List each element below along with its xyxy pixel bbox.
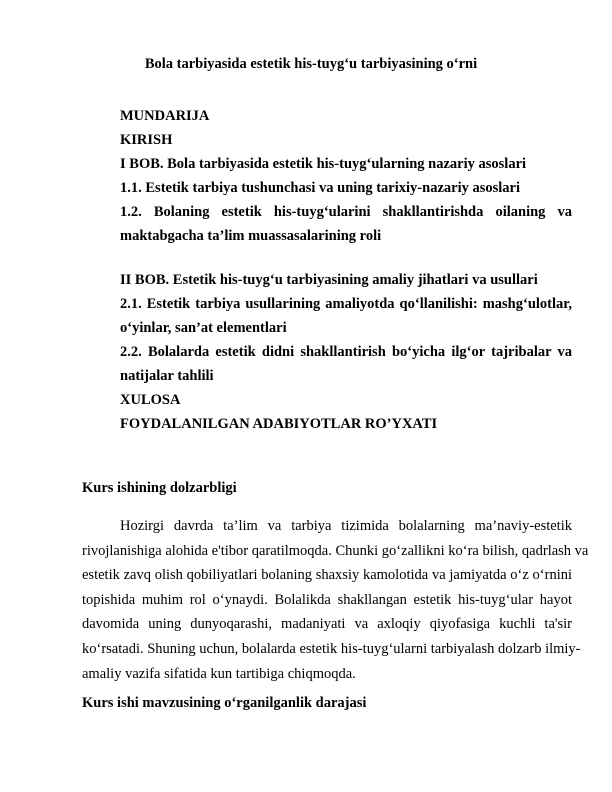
toc-item-section-2-2-line-2: natijalar tahlili [120,368,214,384]
study-level-heading: Kurs ishi mavzusining o‘rganilganlik darajasi [82,695,367,711]
toc-item-conclusion: XULOSA [120,392,181,408]
toc-item-section-1-2-line-2: maktabgacha ta’lim muassasalarining roli [120,228,382,244]
relevance-heading: Kurs ishining dolzarbligi [82,480,237,496]
toc-spacer [120,248,572,268]
toc-item-section-2-1-line-1: 2.1. Estetik tarbiya usullarining amaliyotda qo‘llanilishi: mashg‘ulotlar, [120,296,572,312]
toc-item-chapter-1: I BOB. Bola tarbiyasida estetik his-tuyg‘ularning nazariy asoslari [120,156,527,172]
table-of-contents [120,104,572,436]
toc-item-section-2-2-line-1: 2.2. Bolalarda estetik didni shakllantirish bo‘yicha ilg‘or tajribalar va [120,344,572,360]
toc-heading: MUNDARIJA [120,108,210,124]
toc-item-section-1-2-line-1: 1.2. Bolaning estetik his-tuyg‘ularini shakllantirishda oilaning va [120,204,572,220]
toc-item-references: FOYDALANILGAN ADABIYOTLAR RO’YXATI [120,416,438,432]
paragraph-line: rivojlanishiga alohida e'tibor qaratilmoqda. Chunki go‘zallikni ko‘ra bilish, qadrlash va [82,542,589,559]
relevance-paragraph [82,514,589,686]
toc-item-chapter-2: II BOB. Estetik his-tuyg‘u tarbiyasining amaliy jihatlari va usullari [120,272,538,288]
toc-item-section-2-1-line-2: o‘yinlar, san’at elementlari [120,320,287,336]
paragraph-line: ko‘rsatadi. Shuning uchun, bolalarda estetik his-tuyg‘ularni tarbiyalash dolzarb ilmiy- [82,640,581,657]
paragraph-line: Hozirgi davrda ta’lim va tarbiya tizimida bolalarning ma’naviy-estetik [120,518,572,534]
toc-item-intro: KIRISH [120,132,173,148]
document-title: Bola tarbiyasida estetik his-tuyg‘u tarbiyasining o‘rni [144,56,478,72]
toc-item-section-1-1: 1.1. Estetik tarbiya tushunchasi va uning tarixiy-nazariy asoslari [120,180,520,196]
paragraph-line: topishida muhim rol o‘ynaydi. Bolalikda shakllangan estetik his-tuyg‘ular hayot [82,591,572,608]
paragraph-line: davomida uning dunyoqarashi, madaniyati va axloqiy qiyofasiga kuchli ta'sir [82,616,572,633]
paragraph-line: estetik zavq olish qobiliyatlari bolaning shaxsiy kamolotida va jamiyatda o‘z o‘rnini [82,567,572,584]
paragraph-line: amaliy vazifa sifatida kun tartibiga chiqmoqda. [82,665,356,682]
